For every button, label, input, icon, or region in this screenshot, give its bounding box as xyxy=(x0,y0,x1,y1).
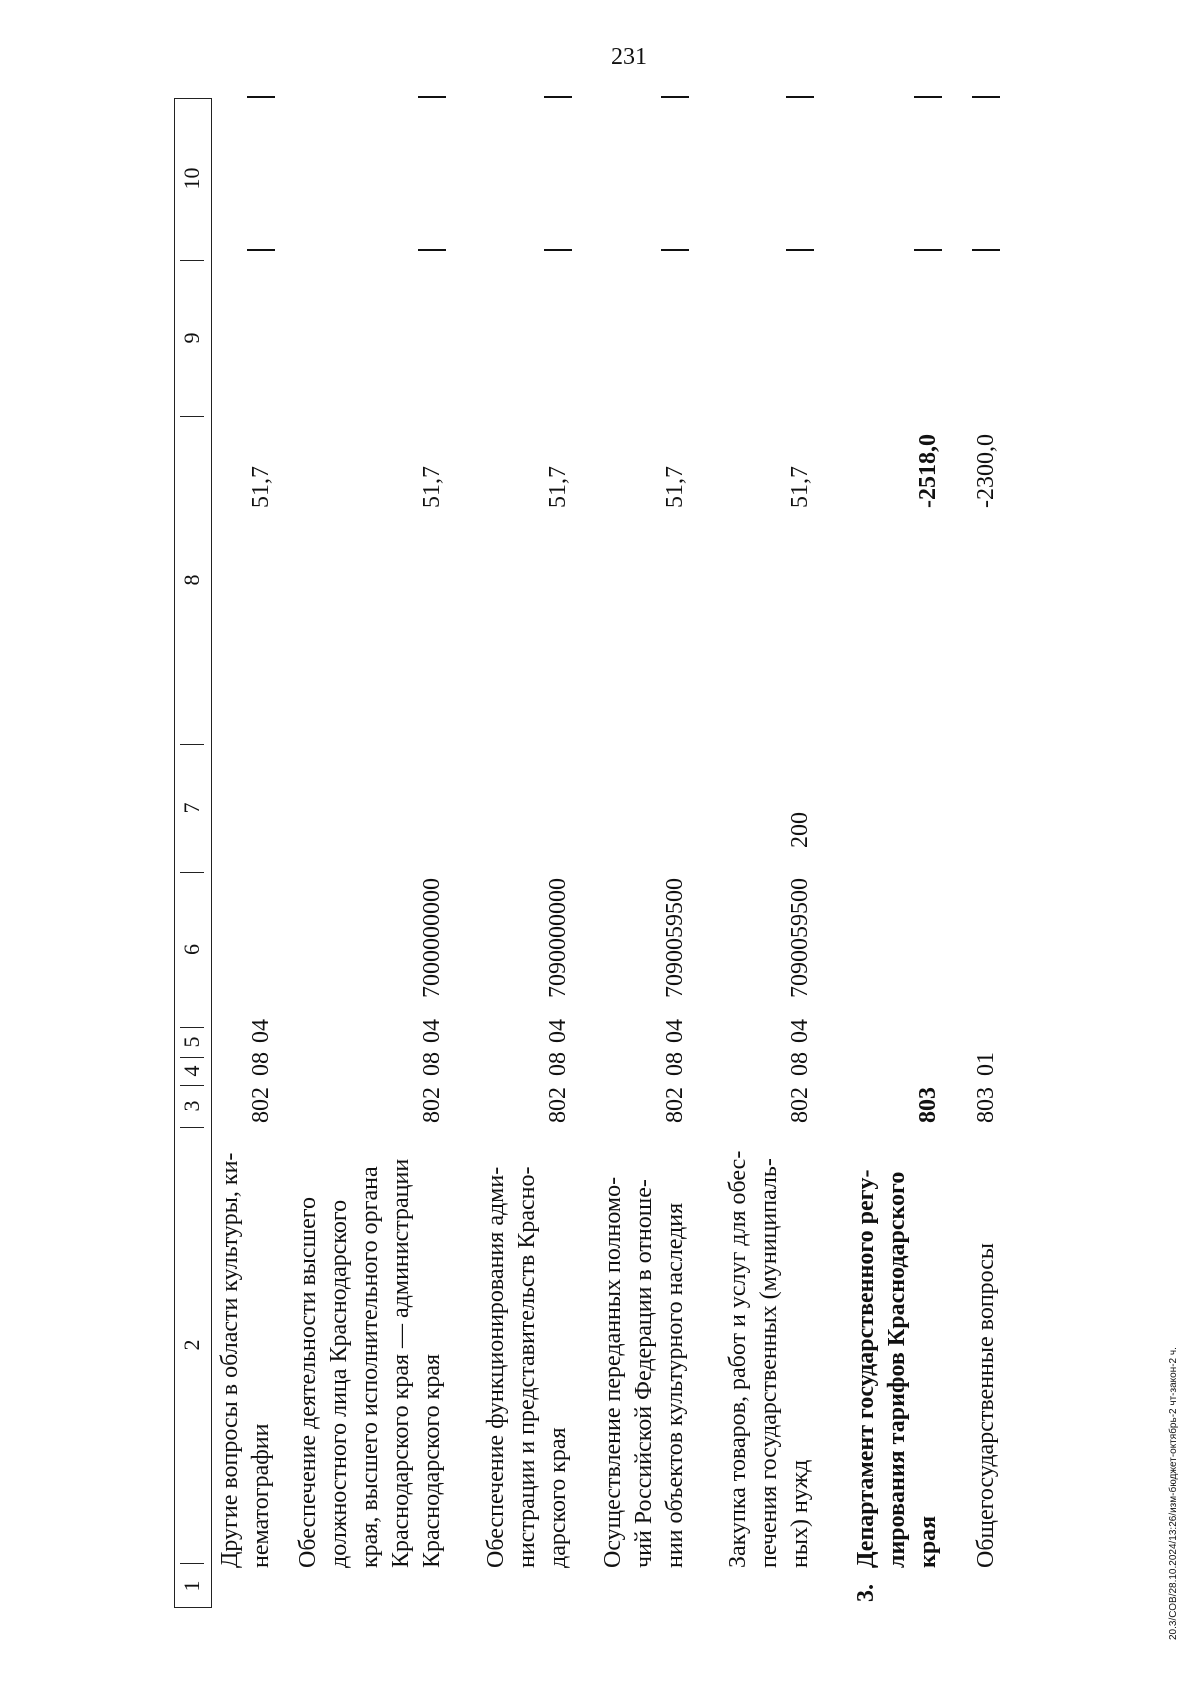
row-5-name-line-3: ных) нужд xyxy=(787,1459,813,1568)
row-2-name-line-4: Краснодарского края — администрации xyxy=(388,1158,414,1568)
row-1-col9-dash xyxy=(247,250,275,252)
row-5-col5: 04 xyxy=(787,1019,813,1043)
row-3-col6: 7090000000 xyxy=(545,878,571,998)
row-2-name-line-2: должностного лица Краснодарского xyxy=(326,1199,352,1568)
row-6-col8: -2518,0 xyxy=(915,434,941,508)
row-5-name-line-2: печения государственных (муниципаль- xyxy=(756,1158,782,1568)
header-col-1: 1 xyxy=(179,1580,204,1592)
row-6-col3: 803 xyxy=(915,1087,941,1123)
row-7-col9-dash xyxy=(972,250,1000,252)
row-4-name-line-2: чий Российской Федерации в отноше- xyxy=(631,1179,657,1568)
row-4-col4: 08 xyxy=(662,1052,688,1076)
row-1-col8: 51,7 xyxy=(248,466,274,508)
row-6-col9-dash xyxy=(914,250,942,252)
row-7-col3: 803 xyxy=(973,1087,999,1123)
row-2-col5: 04 xyxy=(419,1019,445,1043)
row-5-col3: 802 xyxy=(787,1087,813,1123)
row-3-col9-dash xyxy=(544,250,572,252)
row-4-col8: 51,7 xyxy=(662,466,688,508)
row-6-col10-dash xyxy=(914,97,942,99)
row-3-col3: 802 xyxy=(545,1087,571,1123)
row-2-col4: 08 xyxy=(419,1052,445,1076)
row-2-col9-dash xyxy=(418,250,446,252)
row-6-name-line-1: Департамент государственного регу- xyxy=(853,1169,879,1568)
row-5-col4: 08 xyxy=(787,1052,813,1076)
row-2-name-line-5: Краснодарского края xyxy=(419,1353,445,1568)
row-2-col3: 802 xyxy=(419,1087,445,1123)
row-2-col8: 51,7 xyxy=(419,466,445,508)
row-1-col10-dash xyxy=(247,97,275,99)
row-4-name-line-1: Осуществление переданных полномо- xyxy=(600,1176,626,1568)
row-1-col5: 04 xyxy=(248,1019,274,1043)
header-col-9: 9 xyxy=(180,260,204,417)
header-col-3: 3 xyxy=(180,1085,204,1128)
row-3-name-line-2: нистрации и представительств Красно- xyxy=(514,1166,540,1568)
row-1-col3: 802 xyxy=(248,1087,274,1123)
row-3-col8: 51,7 xyxy=(545,466,571,508)
header-col-7: 7 xyxy=(180,744,204,873)
row-7-col4: 01 xyxy=(973,1052,999,1076)
header-col-6: 6 xyxy=(180,872,204,1028)
row-5-col6: 7090059500 xyxy=(787,878,813,998)
page-number: 231 xyxy=(611,44,647,70)
header-col-10: 10 xyxy=(180,97,204,261)
row-1-name-line-2: нематографии xyxy=(248,1423,274,1568)
header-col-8: 8 xyxy=(180,416,204,745)
row-3-name-line-1: Обеспечение функционирования адми- xyxy=(483,1166,509,1568)
row-5-name-line-1: Закупка товаров, работ и услуг для обес- xyxy=(725,1150,751,1568)
row-3-col10-dash xyxy=(544,97,572,99)
header-col-4: 4 xyxy=(180,1057,204,1086)
row-6-name-line-3: края xyxy=(915,1515,941,1568)
row-7-col10-dash xyxy=(972,97,1000,99)
budget-table xyxy=(174,83,1094,1608)
row-7-name-line-1: Общегосударственные вопросы xyxy=(973,1242,999,1568)
row-4-name-line-3: нии объектов культурного наследия xyxy=(662,1202,688,1568)
header-col-2: 2 xyxy=(180,1127,204,1564)
row-5-col9-dash xyxy=(786,250,814,252)
row-3-col4: 08 xyxy=(545,1052,571,1076)
row-1-col4: 08 xyxy=(248,1052,274,1076)
row-6-name-line-2: лирования тарифов Краснодарского xyxy=(884,1171,910,1568)
row-4-col10-dash xyxy=(661,97,689,99)
row-4-col6: 7090059500 xyxy=(662,878,688,998)
row-6-number: 3. xyxy=(853,1584,879,1602)
row-1-name-line-1: Другие вопросы в области культуры, ки- xyxy=(217,1152,243,1568)
row-2-col6: 7000000000 xyxy=(419,878,445,998)
row-5-col7: 200 xyxy=(787,812,813,848)
row-7-col8: -2300,0 xyxy=(973,434,999,508)
row-2-name-line-3: края, высшего исполнительного органа xyxy=(357,1166,383,1568)
row-4-col5: 04 xyxy=(662,1019,688,1043)
row-4-col3: 802 xyxy=(662,1087,688,1123)
row-3-name-line-3: дарского края xyxy=(545,1427,571,1568)
row-4-col9-dash xyxy=(661,250,689,252)
row-5-col8: 51,7 xyxy=(787,466,813,508)
row-5-col10-dash xyxy=(786,97,814,99)
row-2-name-line-1: Обеспечение деятельности высшего xyxy=(295,1197,321,1568)
header-col-5: 5 xyxy=(180,1027,204,1058)
row-3-col5: 04 xyxy=(545,1019,571,1043)
row-2-col10-dash xyxy=(418,97,446,99)
